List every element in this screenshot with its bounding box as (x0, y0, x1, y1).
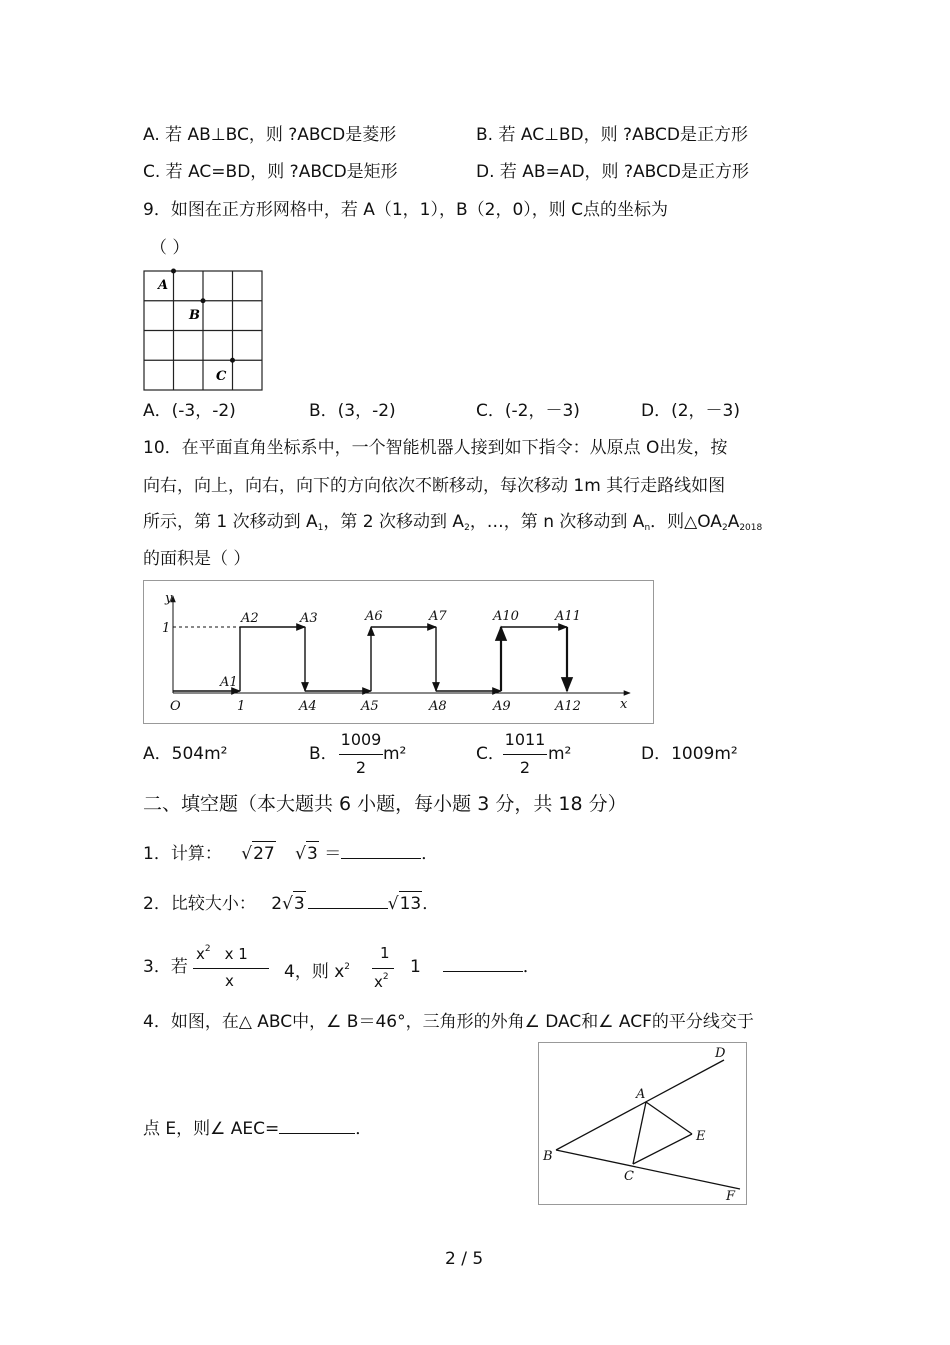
fill-2-end: ． (422, 894, 440, 914)
y-tick-1: 1 (162, 621, 171, 636)
label-a: A (158, 278, 169, 293)
fill-1-equals: ＝ (318, 844, 342, 864)
q10-sub-1: 1 (317, 523, 324, 533)
label-a6: A6 (365, 609, 383, 624)
q8-option-d: D. 若 AB=AD，则 ?ABCD是正方形 (476, 162, 749, 182)
fill-1: 1．计算： √27 √3 ＝ ． (143, 841, 438, 866)
fill-3-tail: 1 ． (410, 957, 540, 977)
q10-sub-2: 2 (464, 523, 470, 533)
point-b (201, 298, 206, 303)
q10-option-c-fraction-bar (503, 754, 547, 755)
q10-option-d: D．1009m² (641, 744, 738, 764)
q9-option-b: B．(3，-2) (309, 401, 396, 421)
q10-option-b-fraction-bar (339, 754, 383, 755)
q10-path-figure (143, 580, 655, 725)
fill-3-answer-blank (443, 955, 523, 972)
fill-2-coefficient: 2 (271, 894, 283, 914)
fill-3-middle: 4，则 $x^2$ (284, 962, 351, 982)
q10-option-b-unit: m² (383, 744, 407, 764)
fill-2-radicand-13: 13 (399, 891, 423, 916)
section-2-title: 二、填空题（本大题共 6 小题，每小题 3 分，共 18 分） (143, 793, 627, 815)
point-c (230, 358, 235, 363)
label-e: E (696, 1129, 706, 1144)
origin-label: O (170, 699, 181, 714)
fill-4-line2: 点 E，则∠ AEC= ． (143, 1119, 373, 1139)
fill-4-line1: 4．如图，在△ ABC中，∠ B＝46°，三角形的外角∠ DAC和∠ ACF的平分线交于 (143, 1012, 754, 1032)
fill-3-fraction-bar (193, 968, 269, 969)
q10-line3-post: ．则△OA (650, 512, 722, 532)
label-f: F (726, 1189, 736, 1204)
q8-option-a: A. 若 AB⊥BC，则 ?ABCD是菱形 (143, 125, 397, 145)
fill-3-numerator: $x^2$ x 1 (196, 944, 248, 963)
q10-line3-mid2: ，…，第 n 次移动到 A (469, 512, 645, 532)
q8-option-b: B. 若 AC⊥BD，则 ?ABCD是正方形 (476, 125, 749, 145)
fill-2: 2．比较大小： 2√3 √13． (143, 891, 439, 916)
label-b: B (543, 1149, 553, 1164)
q10-option-b-label: B． (309, 744, 338, 764)
label-a4: A4 (299, 699, 317, 714)
label-a2: A2 (241, 611, 259, 626)
y-axis-label: y (165, 591, 173, 606)
fill-1-radicand-3: 3 (306, 841, 319, 866)
q10-option-b-denominator: 2 (355, 758, 367, 777)
label-a11: A11 (555, 609, 581, 624)
fill-2-answer-blank (308, 892, 388, 909)
fill-4-triangle-figure (538, 1042, 748, 1206)
fill-2-prefix: 2．比较大小： (143, 894, 256, 914)
label-a7: A7 (429, 609, 447, 624)
q10-line1: 10．在平面直角坐标系中，一个智能机器人接到如下指令：从原点 O出发，按 (143, 438, 728, 458)
q10-line2: 向右，向上，向右，向下的方向依次不断移动，每次移动 1m 其行走路线如图 (143, 476, 726, 496)
fill-3-frac2-denominator: $x^2$ (374, 972, 389, 991)
q8-option-c: C. 若 AC=BD，则 ?ABCD是矩形 (143, 162, 398, 182)
label-a3: A3 (300, 611, 318, 626)
page-number: 2 / 5 (445, 1249, 484, 1269)
q10-option-b-numerator: 1009 (340, 730, 382, 749)
fill-3-prefix: 3．若 (143, 957, 188, 977)
q10-line3-pre: 所示，第 1 次移动到 A (143, 512, 318, 532)
q9-option-c: C．(-2，－3) (476, 401, 580, 421)
q10-sub-2018: 2018 (739, 523, 763, 533)
label-a12: A12 (555, 699, 581, 714)
q9-option-d: D．(2，－3) (641, 401, 740, 421)
x-tick-1: 1 (237, 699, 246, 714)
q10-option-c-label: C． (476, 744, 505, 764)
fill-3-denominator: x (225, 972, 234, 990)
q10-option-c-numerator: 1011 (504, 730, 546, 749)
q10-option-c-denominator: 2 (519, 758, 531, 777)
q10-line4: 的面积是（ ） (143, 549, 251, 569)
fill-1-answer-blank (341, 842, 421, 859)
q10-line3-a: A (727, 512, 740, 532)
label-c: C (216, 369, 227, 384)
q10-sub-3: 2 (721, 523, 728, 533)
label-a8: A8 (429, 699, 447, 714)
fill-1-radicand-27: 27 (252, 841, 276, 866)
label-a1: A1 (220, 675, 238, 690)
fill-4-answer-blank (279, 1117, 355, 1134)
x-axis-label: x (620, 697, 628, 712)
label-a10: A10 (493, 609, 519, 624)
label-a5: A5 (361, 699, 379, 714)
figure-frame (539, 1043, 747, 1205)
fill-3-frac2-bar (372, 968, 394, 969)
fill-2-radicand-3: 3 (293, 891, 306, 916)
fill-1-prefix: 1．计算： (143, 844, 222, 864)
fill-1-end: ． (421, 844, 439, 864)
q9-option-a: A．(-3，-2) (143, 401, 236, 421)
fill-3-frac2-numerator: 1 (380, 944, 390, 962)
q10-line3-mid: ，第 2 次移动到 A (323, 512, 465, 532)
q10-option-c-unit: m² (548, 744, 572, 764)
q10-sub-n: n (644, 523, 651, 533)
q10-option-a: A．504m² (143, 744, 228, 764)
q10-line3 (143, 510, 762, 540)
label-a: A (636, 1087, 646, 1102)
label-d: D (715, 1046, 726, 1061)
q9-answer-paren: （ ） (150, 238, 190, 258)
q9-stem: 9．如图在正方形网格中，若 A（1，1），B（2，0），则 C点的坐标为 (143, 200, 669, 220)
q9-grid-figure (143, 268, 265, 393)
point-a (171, 269, 176, 274)
label-a9: A9 (493, 699, 511, 714)
label-c: C (624, 1169, 634, 1184)
label-b: B (189, 308, 200, 323)
